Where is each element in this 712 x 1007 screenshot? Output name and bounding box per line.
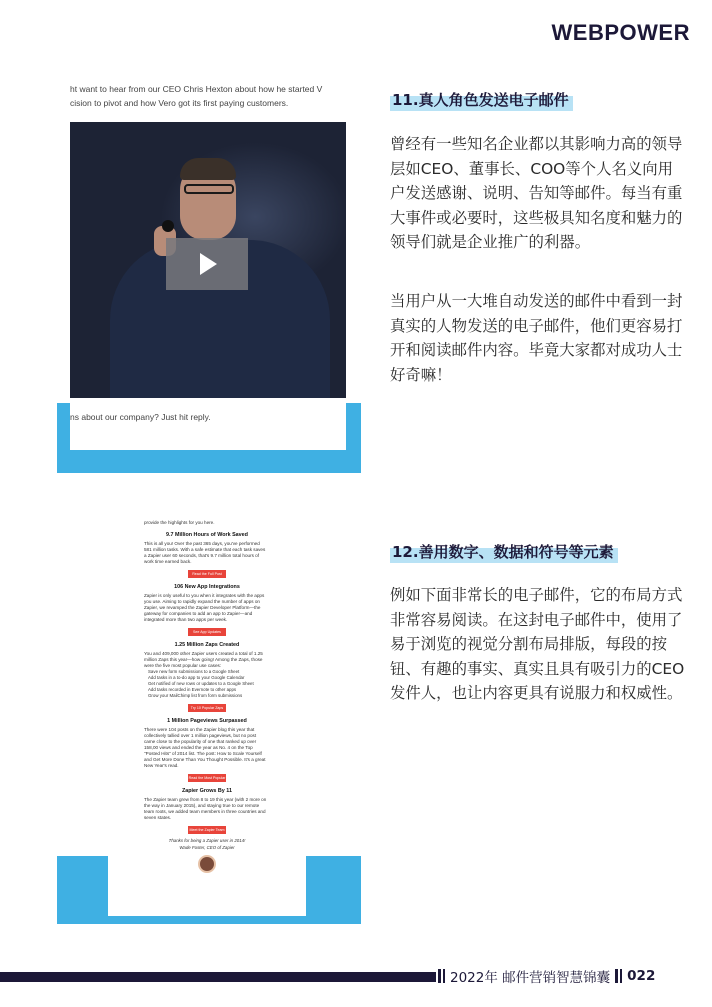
list-item: Add tasks recorded in Evernote to other apps [148,687,237,692]
footer-title: 2022年 邮件营销智慧锦囊 [450,970,611,986]
section-paragraph: 曾经有一些知名企业都以其影响力高的领导层如CEO、董事长、COO等个人名义向用户发送感谢、说明、告知等邮件。每当有重大事件或必要时，这些极具知名度和魅力的领导们就是企业推广的利器。 [390,135,683,251]
microphone-icon [162,220,174,232]
email-body-text: The Zapier team grew from 8 to 19 this year (with 2 more on the way in January 2015), and staying true to our remote team roots, we added team members in three countries and seven states. [144,797,267,820]
email-cta-button[interactable]: Try 10 Popular Zaps [188,704,226,712]
email-signature: Wade Foster, CEO of Zapier [179,845,235,850]
screenshot-text-line: cision to pivot and how Vero got its first paying customers. [70,98,289,108]
brand-logo: WEBPOWER [551,20,690,45]
email-section-title: 1 Million Pageviews Surpassed [167,718,247,724]
avatar [198,855,216,873]
email-section-title: 1.25 Million Zaps Created [174,642,240,648]
email-body-text: There were 104 posts on the Zapier blog this year that collectively tallied over 1 million pageviews, but no post came close to the popularity of one that ranked up over 158,00 views and ended the year as No. 4 on the Top "Posted Hits" of 2014 list. The post: How to Scale Yourself and Get More Done Than You Thought Possible. It's a great New Year's read. [144,727,266,768]
video-thumbnail[interactable] [70,122,346,398]
page-number: 022 [627,968,656,984]
list-item: Grow your MailChimp list from form submissions [148,693,243,698]
list-item: Get notified of new rows or updates to a Google Sheet [148,681,254,686]
section-heading-12: 12.善用数字、数据和符号等元素 [390,540,618,563]
email-intro-text: provide the highlights for you here. [144,520,215,525]
email-list [108,669,306,699]
footer [438,966,655,986]
footer-bar [0,972,436,982]
glasses-icon [184,184,234,194]
email-section-title: Zapier Grows By 11 [181,788,233,794]
screenshot-text-line: ht want to hear from our CEO Chris Hexton about how he started V [70,84,323,94]
email-body-text: You and 409,000 other Zapier users created a total of 1.25 million Zaps this year—how going! Among the Zaps, those were the five most popular use cases: [144,651,263,668]
email-body-text: Zapier is only useful to you when it integrates with the apps you use. Aiming to rapidly expand the number of apps on Zapier, we revamped the Zapier Developer Platform—the gateway for companies to add an app to Zapier—and integrated more than two apps per week. [144,593,265,622]
divider-bars-icon [438,969,445,983]
section-paragraph: 例如下面非常长的电子邮件，它的布局方式非常容易阅读。在这封电子邮件中，使用了易于浏览的视觉分割布局排版，每段的按钮、有趣的事实、真实且具有吸引力的CEO发件人，也让内容更具有说服力和权威性。 [390,586,685,702]
play-icon [200,253,217,275]
email-cta-button[interactable]: Meet the Zapier Team [189,828,225,832]
email-screenshot-ceo-video [70,80,346,450]
email-cta-button[interactable]: See App Updates [188,628,226,636]
list-item: Save new form submissions to a Google Sheet [148,669,240,674]
email-cta-button[interactable]: Read the Full Post [188,570,226,578]
email-signoff: Thanks for being a Zapier user in 2014! [168,838,246,843]
section-paragraph: 当用户从一大堆自动发送的邮件中看到一封真实的人物发送的电子邮件，他们更容易打开和阅读邮件内容。毕竟大家都对成功人士好奇嘛！ [390,292,683,384]
list-item: Add tasks in a to-do app to your Google Calendar [148,675,245,680]
screenshot-text-line: ns about our company? Just hit reply. [70,412,211,422]
play-button[interactable] [166,238,248,290]
divider-bars-icon [615,969,622,983]
email-section-title: 9.7 Million Hours of Work Saved [166,532,248,538]
email-screenshot-zapier [108,516,306,916]
email-section-title: 106 New App Integrations [174,584,240,590]
section-heading-11: 11.真人角色发送电子邮件 [390,88,573,111]
email-cta-button[interactable]: Read the Most Popular Posts [188,776,226,788]
email-body-text: This is all you! Over the past 365 days, you've performed 581 million tasks. With a safe estimate that each task saves a Zapier user 60 seconds, that's 9.7 million total hours of work time earned back. [144,541,266,564]
